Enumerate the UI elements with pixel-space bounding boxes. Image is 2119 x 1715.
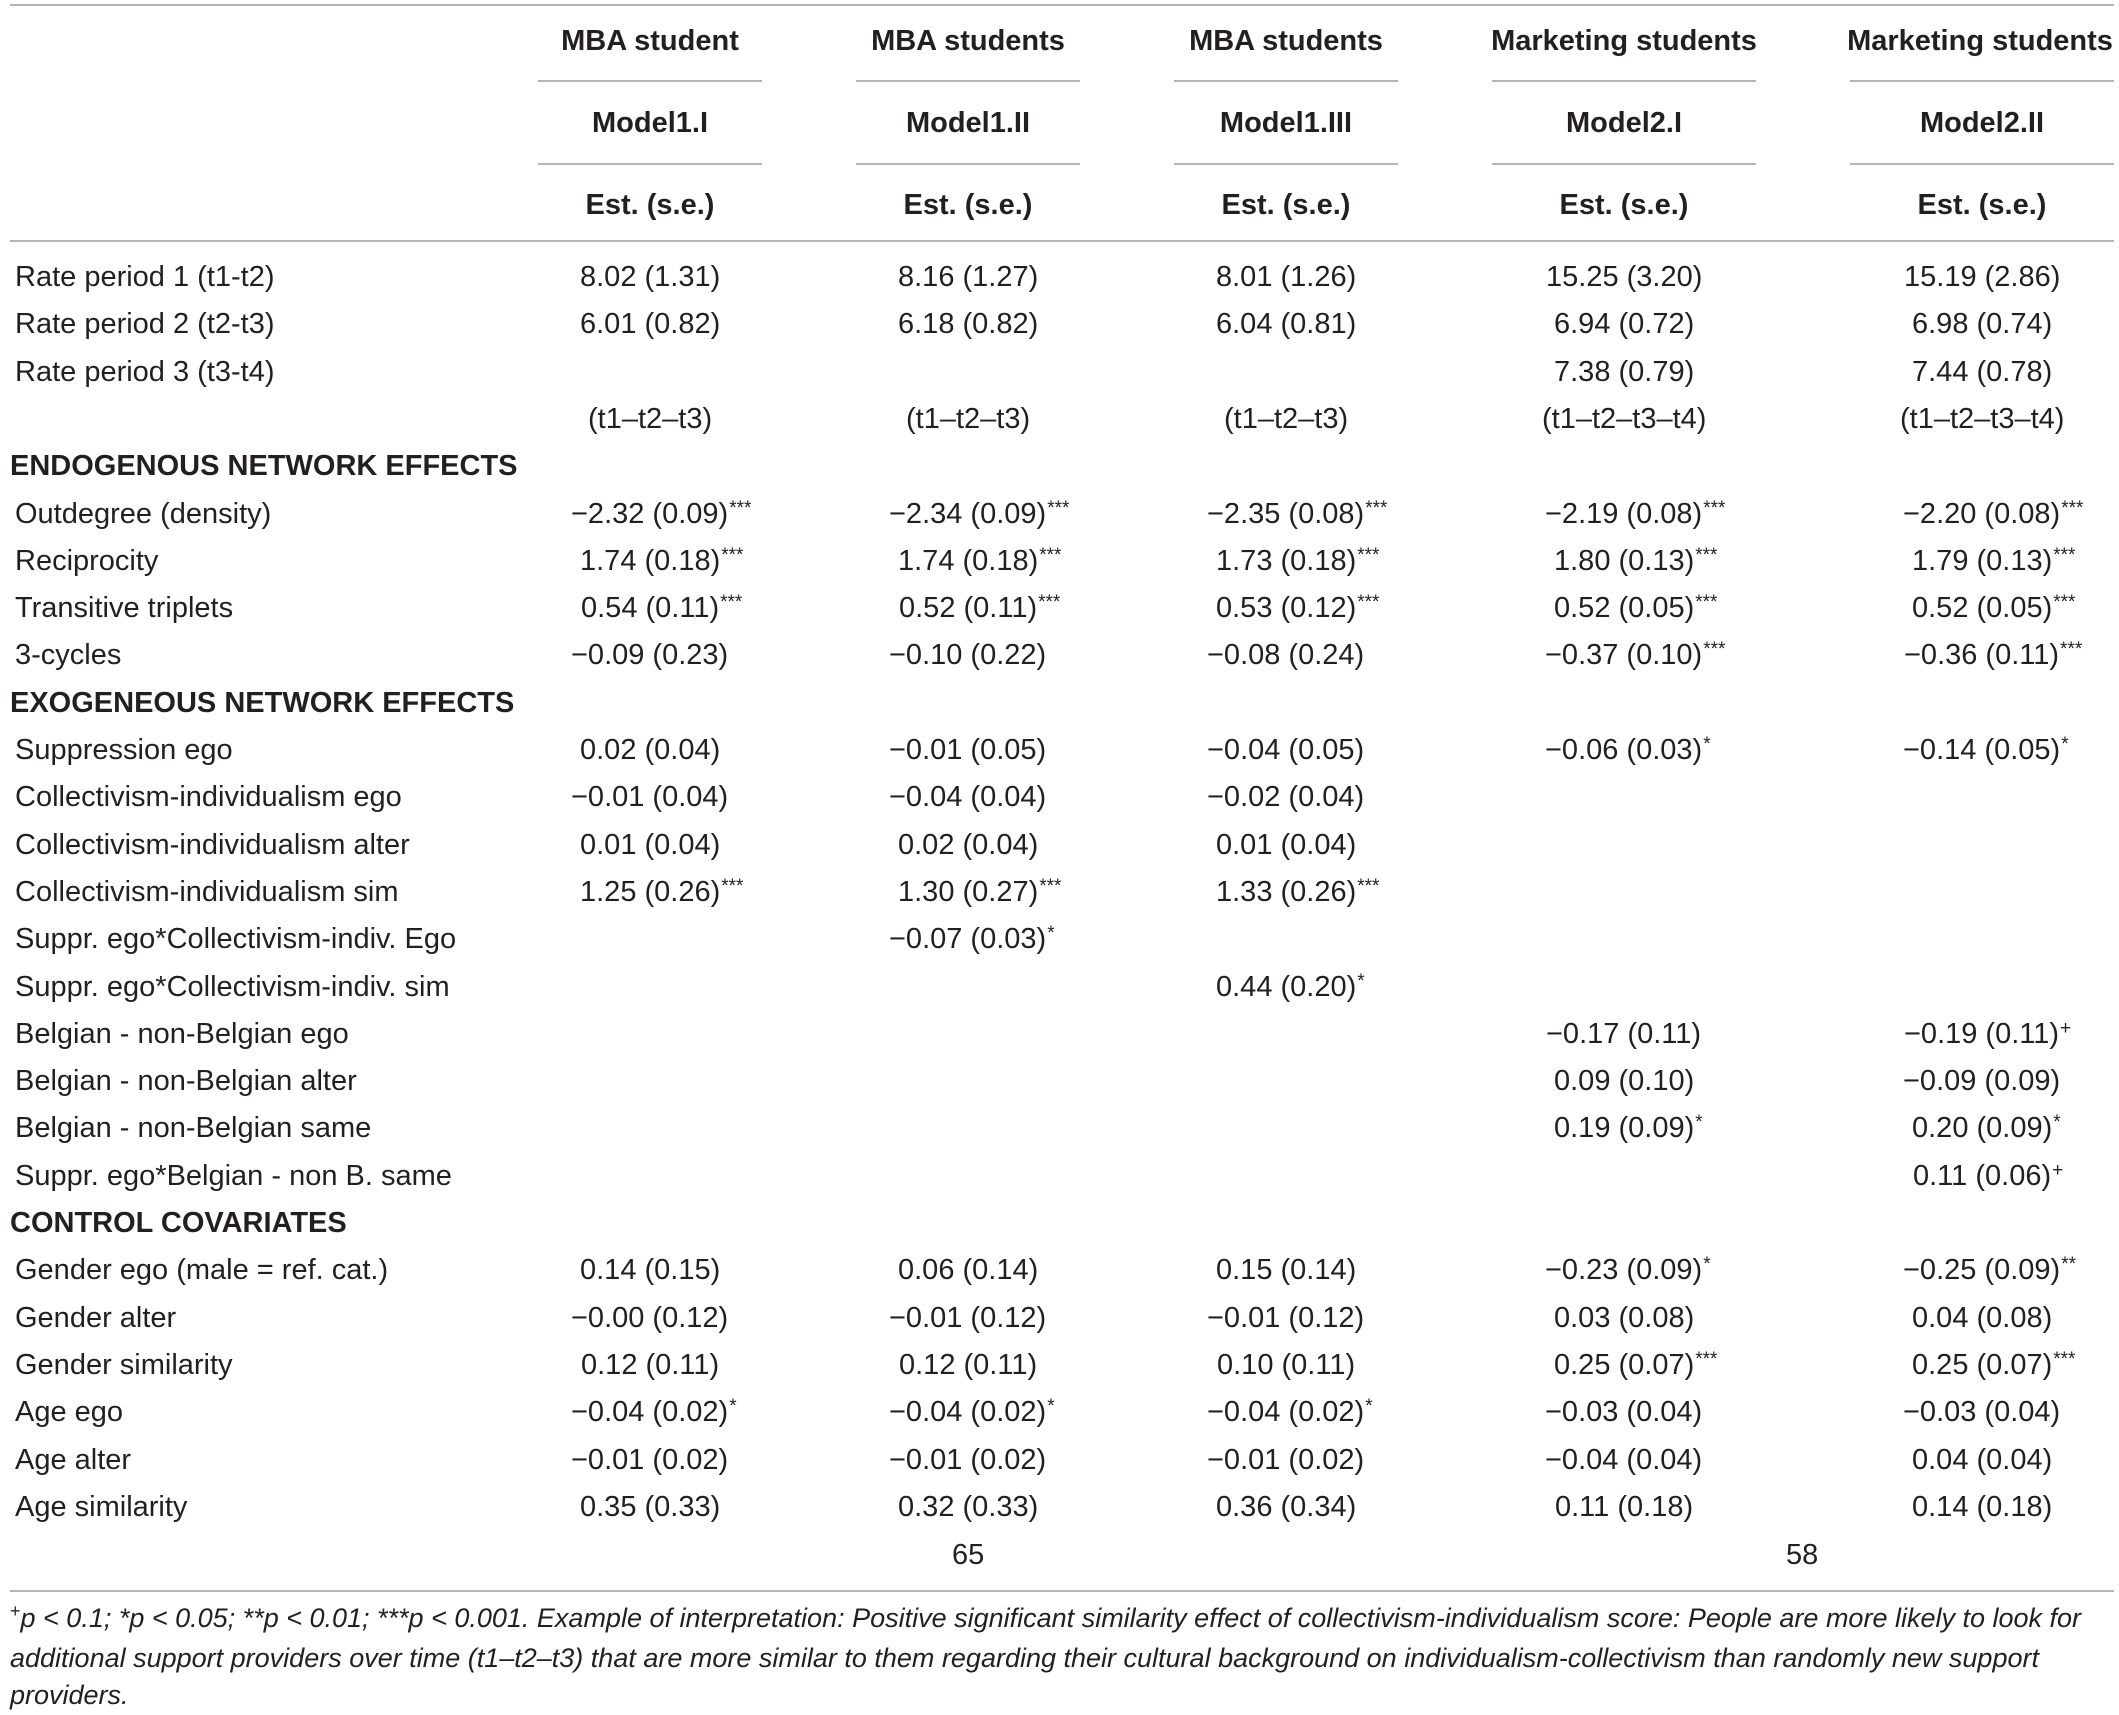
significance-mark: *** — [2053, 545, 2076, 566]
cell-value: 0.15 (0.14) — [1216, 1254, 1357, 1286]
table-cell — [1207, 780, 1365, 818]
cell-value: 0.54 (0.11) — [581, 592, 720, 624]
row-label: Suppression ego — [15, 734, 233, 766]
row-label: Suppr. ego*Belgian - non B. same — [15, 1160, 452, 1192]
cell-value: 15.19 (2.86) — [1904, 261, 2061, 293]
significance-mark: *** — [1357, 545, 1380, 566]
cell-value: −2.34 (0.09) — [889, 498, 1047, 530]
table-cell — [1912, 1301, 2053, 1339]
cell-value: 1.80 (0.13) — [1554, 545, 1695, 577]
cell-value: −0.04 (0.02) — [1207, 1396, 1365, 1428]
cell-value: −2.32 (0.09) — [571, 498, 729, 530]
table-cell — [1224, 402, 1349, 440]
cell-value: 0.25 (0.07) — [1912, 1349, 2053, 1381]
row-label: Collectivism-individualism sim — [15, 876, 399, 908]
table-cell — [580, 1490, 721, 1528]
cell-value: 7.44 (0.78) — [1912, 356, 2053, 388]
table-cell — [1912, 1348, 2075, 1386]
section-heading: CONTROL COVARIATES — [10, 1207, 347, 1239]
cell-value: 0.02 (0.04) — [580, 734, 721, 766]
table-cell — [889, 1443, 1047, 1481]
cell-value: 0.12 (0.11) — [899, 1349, 1038, 1381]
table-cell — [571, 497, 751, 535]
row-label: Collectivism-individualism ego — [15, 781, 402, 813]
significance-mark: * — [729, 1396, 737, 1417]
table-cell — [1546, 260, 1703, 298]
cell-value: 1.73 (0.18) — [1216, 545, 1357, 577]
cell-value: 1.25 (0.26) — [580, 876, 721, 908]
cell-value: −0.02 (0.04) — [1207, 781, 1365, 813]
significance-mark: * — [1365, 1396, 1373, 1417]
row-label: 3-cycles — [15, 639, 122, 671]
table-cell — [1542, 402, 1707, 440]
cell-value: −0.04 (0.02) — [889, 1396, 1047, 1428]
significance-mark: * — [2053, 1112, 2061, 1133]
table-cell — [889, 497, 1069, 535]
table-cell — [571, 1395, 737, 1433]
cell-value: −2.19 (0.08) — [1545, 498, 1703, 530]
row-label: Gender similarity — [15, 1349, 233, 1381]
cell-value: 8.01 (1.26) — [1216, 261, 1357, 293]
row-label: Rate period 3 (t3-t4) — [15, 356, 275, 388]
significance-mark: *** — [1357, 876, 1380, 897]
cell-value: 1.74 (0.18) — [898, 545, 1039, 577]
table-cell — [580, 544, 743, 582]
table-cell — [899, 1348, 1038, 1386]
table-cell — [571, 1301, 729, 1339]
table-cell — [1217, 1348, 1356, 1386]
row-label: Gender ego (male = ref. cat.) — [15, 1254, 389, 1286]
table-cell — [1554, 1301, 1695, 1339]
header-rule-3a — [1174, 80, 1398, 82]
cell-value: −0.01 (0.02) — [571, 1444, 729, 1476]
cell-value: −0.04 (0.02) — [571, 1396, 729, 1428]
cell-value: 0.53 (0.12) — [1216, 592, 1357, 624]
header-rule-1a — [538, 80, 762, 82]
row-label: Rate period 2 (t2-t3) — [15, 308, 275, 340]
cell-value: (t1–t2–t3) — [1224, 403, 1349, 435]
table-cell — [580, 733, 721, 771]
table-cell — [1555, 1490, 1694, 1528]
table-cell — [1554, 1064, 1695, 1102]
cell-value: −0.17 (0.11) — [1546, 1018, 1702, 1050]
table-cell — [1912, 307, 2053, 345]
footnote-plus-symbol: + — [10, 1601, 21, 1621]
cell-value: 8.16 (1.27) — [898, 261, 1039, 293]
header-rule-4a — [1492, 80, 1756, 82]
cell-value: −0.14 (0.05) — [1903, 734, 2061, 766]
cell-value: 1.74 (0.18) — [580, 545, 721, 577]
table-cell — [1554, 307, 1695, 345]
cell-value: 6.01 (0.82) — [580, 308, 721, 340]
header-model-4: Model2.I — [1565, 107, 1682, 139]
significance-mark: * — [1703, 1254, 1711, 1275]
significance-mark: *** — [2053, 1349, 2076, 1370]
row-label: Suppr. ego*Collectivism-indiv. sim — [15, 971, 450, 1003]
header-model-3: Model1.III — [1219, 107, 1353, 139]
cell-value: −0.10 (0.22) — [889, 639, 1047, 671]
table-cell — [580, 875, 743, 913]
header-model-5: Model2.II — [1919, 107, 2045, 139]
footnote-text: p < 0.1; *p < 0.05; **p < 0.01; ***p < 0.001. Example of interpretation: Positive significant similarity effect of collectivism-individualism score: People are more likely to look for additional support providers over time (t1–t2–t3) that are more similar to them regarding their cultural background on individualism-collectivism than randomly new support providers. — [10, 1603, 2082, 1710]
header-est-1: Est. (s.e.) — [585, 189, 715, 221]
table-cell — [898, 544, 1061, 582]
header-est-3: Est. (s.e.) — [1221, 189, 1351, 221]
table-cell — [889, 733, 1047, 771]
header-rule-3b — [1174, 163, 1398, 165]
significance-mark: ** — [2061, 1254, 2076, 1275]
table-cell — [898, 1253, 1039, 1291]
table-cell — [571, 1443, 729, 1481]
table-cell — [1903, 733, 2069, 771]
cell-value: −0.04 (0.04) — [889, 781, 1047, 813]
significance-mark: *** — [1695, 592, 1718, 613]
header-sample-5: Marketing students — [1847, 25, 2113, 57]
table-cell — [1904, 638, 2082, 676]
table-cell — [588, 402, 713, 440]
table-cell — [1545, 497, 1725, 535]
table-bottom-rule — [10, 1590, 2114, 1592]
table-cell — [1207, 638, 1365, 676]
cell-value: 1.33 (0.26) — [1216, 876, 1357, 908]
row-label: Suppr. ego*Collectivism-indiv. Ego — [15, 923, 457, 955]
header-est-4: Est. (s.e.) — [1559, 189, 1689, 221]
cell-value: 0.14 (0.15) — [580, 1254, 721, 1286]
cell-value: 1.79 (0.13) — [1912, 545, 2053, 577]
header-est-2: Est. (s.e.) — [903, 189, 1033, 221]
cell-value: 7.38 (0.79) — [1554, 356, 1695, 388]
table-cell — [898, 828, 1039, 866]
row-label: Belgian - non-Belgian ego — [15, 1018, 349, 1050]
section-heading: ENDOGENOUS NETWORK EFFECTS — [10, 450, 518, 482]
table-cell — [1903, 1395, 2061, 1433]
significance-mark: * — [1047, 923, 1055, 944]
significance-mark: *** — [1038, 592, 1061, 613]
significance-mark: * — [2061, 734, 2069, 755]
significance-mark: * — [1357, 971, 1365, 992]
significance-mark: * — [1695, 1112, 1703, 1133]
table-cell — [1216, 544, 1379, 582]
cell-value: 0.11 (0.18) — [1555, 1491, 1694, 1523]
cell-value: 0.44 (0.20) — [1216, 971, 1357, 1003]
header-bottom-rule — [10, 240, 2114, 242]
header-model-2: Model1.II — [905, 107, 1031, 139]
table-cell — [571, 780, 729, 818]
cell-value: −0.04 (0.05) — [1207, 734, 1365, 766]
header-rule-5b — [1850, 163, 2114, 165]
header-rule-1b — [538, 163, 762, 165]
cell-value: −0.07 (0.03) — [889, 923, 1047, 955]
cell-value: (t1–t2–t3) — [588, 403, 713, 435]
row-label: Belgian - non-Belgian same — [15, 1112, 372, 1144]
table-cell — [889, 1301, 1047, 1339]
table-cell — [1546, 1017, 1702, 1055]
cell-value: 0.32 (0.33) — [898, 1491, 1039, 1523]
row-label: Gender alter — [15, 1302, 177, 1334]
table-cell — [581, 591, 742, 629]
significance-mark: *** — [1703, 498, 1726, 519]
section-heading: EXOGENEOUS NETWORK EFFECTS — [10, 687, 515, 719]
table-cell — [1207, 1301, 1365, 1339]
cell-value: (t1–t2–t3–t4) — [1900, 403, 2065, 435]
cell-value: 6.98 (0.74) — [1912, 308, 2053, 340]
cell-value: 0.11 (0.06) — [1913, 1160, 2052, 1192]
table-footnote — [10, 1600, 2110, 1714]
row-label: Outdegree (density) — [15, 498, 272, 530]
row-label: Reciprocity — [15, 545, 159, 577]
table-cell — [889, 638, 1047, 676]
n-marketing: 58 — [1786, 1539, 1819, 1571]
table-cell — [889, 780, 1047, 818]
cell-value: −0.01 (0.02) — [1207, 1444, 1365, 1476]
significance-mark: *** — [1357, 592, 1380, 613]
cell-value: 0.36 (0.34) — [1216, 1491, 1357, 1523]
significance-mark: *** — [1695, 1349, 1718, 1370]
cell-value: −0.36 (0.11) — [1904, 639, 2060, 671]
table-cell — [1554, 355, 1695, 393]
table-cell — [1903, 497, 2083, 535]
cell-value: −0.23 (0.09) — [1545, 1254, 1703, 1286]
cell-value: 0.01 (0.04) — [580, 829, 721, 861]
cell-value: −0.09 (0.23) — [571, 639, 729, 671]
table-cell — [1207, 1443, 1365, 1481]
table-cell — [898, 307, 1039, 345]
table-cell — [1216, 875, 1379, 913]
table-cell — [1216, 260, 1357, 298]
significance-mark: *** — [1039, 876, 1062, 897]
header-sample-2: MBA students — [871, 25, 1065, 57]
table-cell — [581, 1348, 720, 1386]
table-cell — [898, 875, 1061, 913]
cell-value: −0.19 (0.11) — [1904, 1018, 2060, 1050]
cell-value: 0.02 (0.04) — [898, 829, 1039, 861]
cell-value: −0.25 (0.09) — [1903, 1254, 2061, 1286]
table-cell — [1545, 1443, 1703, 1481]
header-model-1: Model1.I — [591, 107, 708, 139]
table-cell — [898, 260, 1039, 298]
top-rule — [10, 4, 2114, 6]
cell-value: −0.01 (0.02) — [889, 1444, 1047, 1476]
table-cell — [580, 828, 721, 866]
significance-mark: * — [1047, 1396, 1055, 1417]
cell-value: 0.52 (0.05) — [1554, 592, 1695, 624]
cell-value: −0.01 (0.12) — [1207, 1302, 1365, 1334]
cell-value: 0.04 (0.04) — [1912, 1444, 2053, 1476]
significance-mark: *** — [2053, 592, 2076, 613]
cell-value: (t1–t2–t3) — [906, 403, 1031, 435]
cell-value: −0.00 (0.12) — [571, 1302, 729, 1334]
table-cell — [1207, 497, 1387, 535]
cell-value: −0.03 (0.04) — [1903, 1396, 2061, 1428]
table-cell — [1207, 1395, 1373, 1433]
row-label: Rate period 1 (t1-t2) — [15, 261, 275, 293]
table-cell — [1912, 544, 2075, 582]
cell-value: (t1–t2–t3–t4) — [1542, 403, 1707, 435]
cell-value: −0.08 (0.24) — [1207, 639, 1365, 671]
header-sample-4: Marketing students — [1491, 25, 1757, 57]
cell-value: 0.52 (0.11) — [899, 592, 1038, 624]
table-cell — [580, 307, 721, 345]
table-cell — [1216, 1490, 1357, 1528]
header-sample-1: MBA student — [561, 25, 739, 57]
significance-mark: *** — [721, 876, 744, 897]
significance-mark: *** — [729, 498, 752, 519]
cell-value: 6.94 (0.72) — [1554, 308, 1695, 340]
cell-value: −0.03 (0.04) — [1545, 1396, 1703, 1428]
n-mba: 65 — [952, 1539, 985, 1571]
table-cell — [1912, 355, 2053, 393]
significance-mark: * — [1703, 734, 1711, 755]
cell-value: −0.09 (0.09) — [1903, 1065, 2061, 1097]
cell-value: −0.37 (0.10) — [1545, 639, 1703, 671]
header-est-5: Est. (s.e.) — [1917, 189, 2047, 221]
cell-value: 0.14 (0.18) — [1912, 1491, 2053, 1523]
cell-value: 0.19 (0.09) — [1554, 1112, 1695, 1144]
cell-value: −0.01 (0.04) — [571, 781, 729, 813]
table-cell — [1554, 591, 1717, 629]
table-cell — [1903, 1064, 2061, 1102]
cell-value: 6.18 (0.82) — [898, 308, 1039, 340]
table-cell — [580, 1253, 721, 1291]
row-label: Age similarity — [15, 1491, 188, 1523]
table-cell — [889, 922, 1055, 960]
row-label: Collectivism-individualism alter — [15, 829, 410, 861]
header-sample-3: MBA students — [1189, 25, 1383, 57]
header-rule-5a — [1850, 80, 2114, 82]
table-cell — [1554, 544, 1717, 582]
cell-value: −0.04 (0.04) — [1545, 1444, 1703, 1476]
cell-value: 0.09 (0.10) — [1554, 1065, 1695, 1097]
cell-value: 1.30 (0.27) — [898, 876, 1039, 908]
significance-mark: *** — [1695, 545, 1718, 566]
table-cell — [1545, 733, 1711, 771]
table-cell — [1216, 1253, 1357, 1291]
significance-mark: *** — [1703, 639, 1726, 660]
table-cell — [1912, 1490, 2053, 1528]
cell-value: 0.10 (0.11) — [1217, 1349, 1356, 1381]
header-rule-2b — [856, 163, 1080, 165]
table-cell — [1554, 1348, 1717, 1386]
table-cell — [889, 1395, 1055, 1433]
cell-value: 0.52 (0.05) — [1912, 592, 2053, 624]
row-label: Transitive triplets — [15, 592, 234, 624]
table-cell — [1207, 733, 1365, 771]
table-cell — [1904, 1017, 2071, 1055]
cell-value: 0.35 (0.33) — [580, 1491, 721, 1523]
cell-value: 0.12 (0.11) — [581, 1349, 720, 1381]
table-cell — [1912, 591, 2075, 629]
significance-mark: *** — [2060, 639, 2083, 660]
cell-value: 0.04 (0.08) — [1912, 1302, 2053, 1334]
header-rule-4b — [1492, 163, 1756, 165]
cell-value: −0.01 (0.12) — [889, 1302, 1047, 1334]
table-cell — [1912, 1111, 2061, 1149]
table-cell — [1216, 307, 1357, 345]
table-cell — [1913, 1159, 2063, 1197]
row-label: Age alter — [15, 1444, 132, 1476]
cell-value: 0.03 (0.08) — [1554, 1302, 1695, 1334]
table-cell — [1545, 638, 1725, 676]
cell-value: 6.04 (0.81) — [1216, 308, 1357, 340]
significance-mark: *** — [1039, 545, 1062, 566]
table-cell — [571, 638, 729, 676]
table-cell — [580, 260, 721, 298]
table-cell — [1900, 402, 2065, 440]
table-cell — [1216, 591, 1379, 629]
cell-value: 0.20 (0.09) — [1912, 1112, 2053, 1144]
table-cell — [1216, 970, 1365, 1008]
significance-mark: + — [2060, 1018, 2072, 1039]
cell-value: −2.20 (0.08) — [1903, 498, 2061, 530]
cell-value: −0.06 (0.03) — [1545, 734, 1703, 766]
cell-value: 15.25 (3.20) — [1546, 261, 1703, 293]
significance-mark: *** — [2061, 498, 2084, 519]
significance-mark: *** — [1365, 498, 1388, 519]
table-cell — [1554, 1111, 1703, 1149]
table-cell — [1903, 1253, 2076, 1291]
table-cell — [1545, 1395, 1703, 1433]
table-cell — [898, 1490, 1039, 1528]
cell-value: 0.06 (0.14) — [898, 1254, 1039, 1286]
table-cell — [1912, 1443, 2053, 1481]
table-cell — [1545, 1253, 1711, 1291]
row-label: Age ego — [15, 1396, 124, 1428]
row-label: Belgian - non-Belgian alter — [15, 1065, 357, 1097]
table-cell — [1904, 260, 2061, 298]
significance-mark: *** — [721, 545, 744, 566]
table-cell — [899, 591, 1060, 629]
significance-mark: *** — [1047, 498, 1070, 519]
header-rule-2a — [856, 80, 1080, 82]
table-cell — [1216, 828, 1357, 866]
cell-value: −2.35 (0.08) — [1207, 498, 1365, 530]
cell-value: 0.01 (0.04) — [1216, 829, 1357, 861]
cell-value: 0.25 (0.07) — [1554, 1349, 1695, 1381]
significance-mark: + — [2052, 1160, 2064, 1181]
significance-mark: *** — [720, 592, 743, 613]
cell-value: −0.01 (0.05) — [889, 734, 1047, 766]
table-cell — [906, 402, 1031, 440]
cell-value: 8.02 (1.31) — [580, 261, 721, 293]
